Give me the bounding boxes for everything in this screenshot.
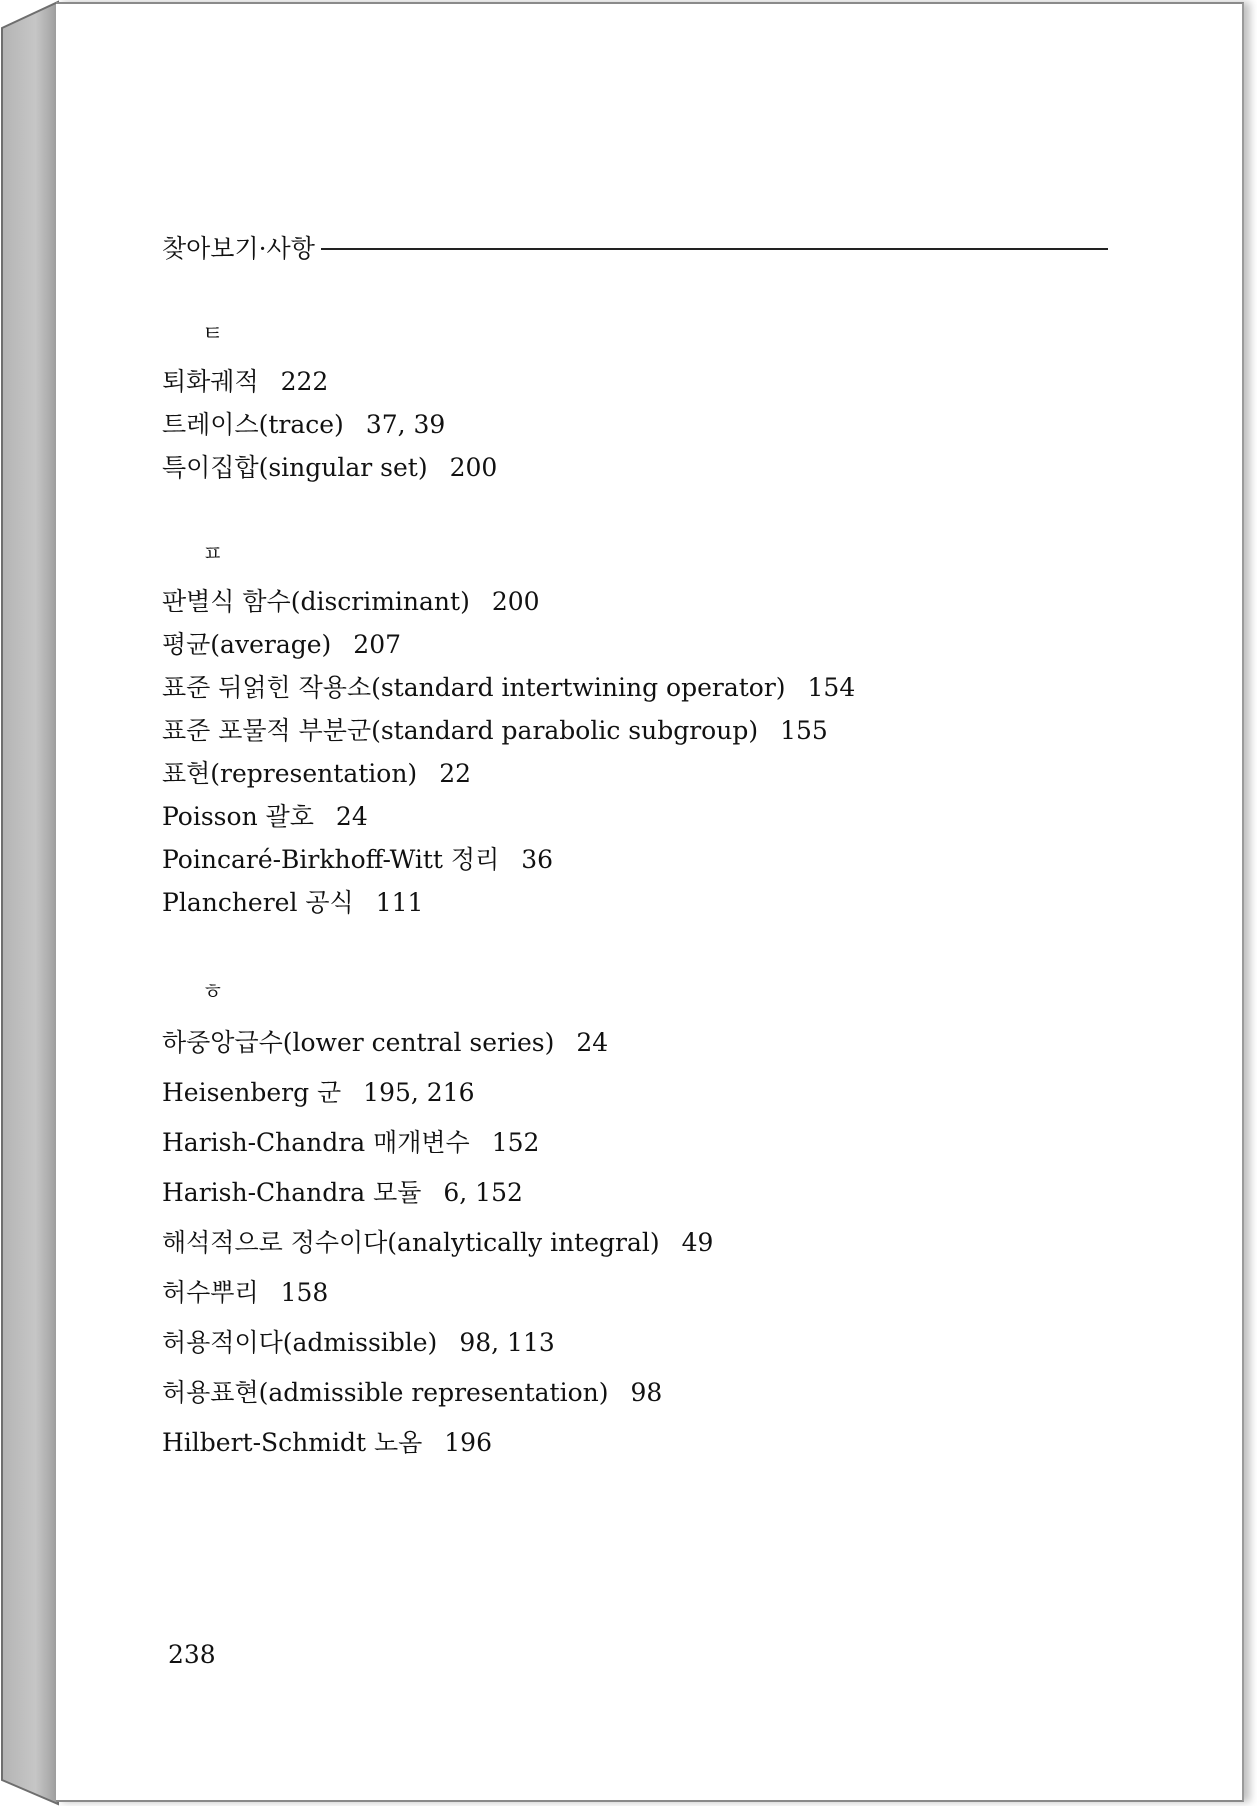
entry-pages: 200 [491,587,540,616]
entry-pages: 155 [780,716,828,745]
entry-term: 허수뿌리 [162,1278,259,1307]
entry-term: 표현(representation) [162,759,418,788]
entry-pages: 111 [375,888,424,917]
index-entry [162,1118,1062,1168]
index-entry [162,446,1062,489]
index-entry [162,881,1062,924]
entry-pages: 158 [280,1278,329,1307]
entry-term: Poisson 괄호 [162,802,314,831]
entry-term: 허용적이다(admissible) [162,1328,438,1357]
entry-term: Heisenberg 군 [162,1078,342,1107]
index-heading: 찾아보기·사항 [162,234,315,263]
entry-term: 허용표현(admissible representation) [162,1378,609,1407]
index-entry [162,838,1062,881]
index-section [162,530,1062,924]
header-rule [321,248,1108,250]
entry-pages: 49 [681,1228,714,1257]
entry-term: 해석적으로 정수이다(analytically integral) [162,1228,660,1257]
entry-pages: 36 [521,845,554,874]
index-entry [162,752,1062,795]
entry-term: 표준 포물적 부분군(standard parabolic subgroup) [162,716,759,745]
index-entry [162,1068,1062,1118]
index-entry [162,795,1062,838]
entry-pages: 200 [449,453,498,482]
index-entry [162,623,1062,666]
entry-term: 평균(average) [162,630,332,659]
section-letter: ㅌ [202,322,224,347]
entry-pages: 154 [807,673,856,702]
page-header [162,229,1108,265]
index-entry [162,403,1062,446]
entry-pages: 195, 216 [363,1078,475,1107]
entry-term: Poincaré-Birkhoff-Witt 정리 [162,845,500,874]
entry-term: Harish-Chandra 모듈 [162,1178,422,1207]
index-section [162,310,1062,489]
entry-term: Hilbert-Schmidt 노옴 [162,1428,423,1457]
entry-term: Harish-Chandra 매개변수 [162,1128,470,1157]
entry-pages: 24 [576,1028,609,1057]
index-entry [162,360,1062,403]
index-entry [162,1218,1062,1268]
entry-pages: 22 [439,759,471,788]
index-entry [162,709,1062,752]
index-entry [162,1368,1062,1418]
entry-term: 특이집합(singular set) [162,453,428,482]
index-entry [162,1018,1062,1068]
entry-pages: 37, 39 [365,410,446,439]
index-entry [162,1418,1062,1468]
index-entry [162,1268,1062,1318]
page-number: 238 [168,1640,216,1669]
entry-term: 하중앙급수(lower central series) [162,1028,555,1057]
entry-pages: 152 [491,1128,540,1157]
entry-term: 표준 뒤얽힌 작용소(standard intertwining operator) [162,673,786,702]
entry-term: Plancherel 공식 [162,888,354,917]
index-entry [162,666,1062,709]
entry-pages: 98 [630,1378,663,1407]
book-spine [0,0,60,1806]
index-entry [162,1168,1062,1218]
entry-pages: 6, 152 [443,1178,523,1207]
entry-pages: 222 [280,367,329,396]
entry-term: 판별식 함수(discriminant) [162,587,470,616]
index-section [162,968,1062,1468]
entry-pages: 98, 113 [459,1328,555,1357]
index-entry [162,580,1062,623]
section-letter: ㅍ [202,542,224,567]
section-letter: ㅎ [202,980,224,1005]
entry-pages: 24 [335,802,368,831]
entry-term: 퇴화궤적 [162,367,259,396]
entry-pages: 196 [444,1428,492,1457]
index-entry [162,1318,1062,1368]
entry-term: 트레이스(trace) [162,410,344,439]
entry-pages: 207 [353,630,402,659]
